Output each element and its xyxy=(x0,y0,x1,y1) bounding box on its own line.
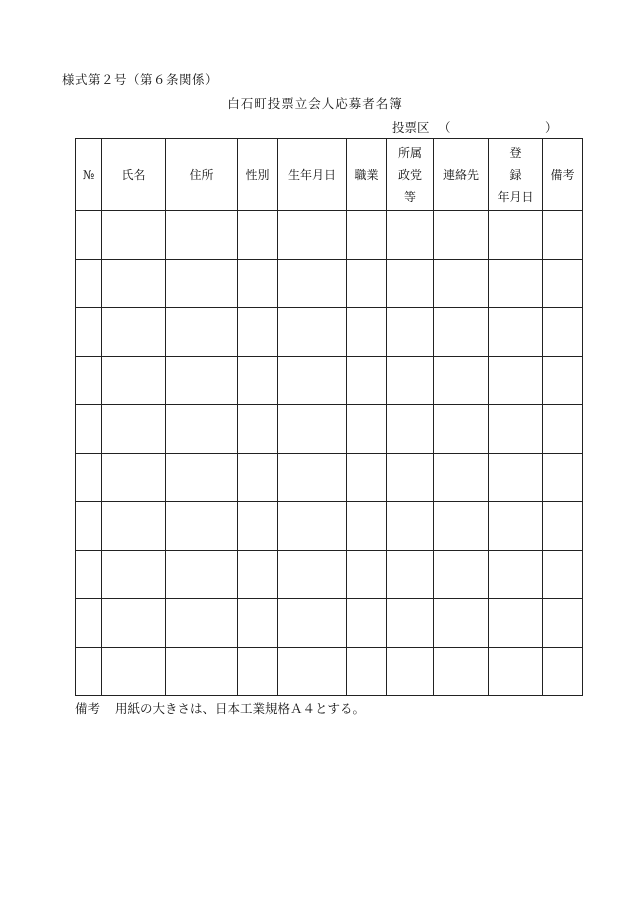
table-cell[interactable] xyxy=(347,502,387,551)
district-label: 投票区 xyxy=(392,120,430,135)
table-cell[interactable] xyxy=(489,647,543,696)
table-cell[interactable] xyxy=(489,356,543,405)
remark-note xyxy=(75,699,365,717)
polling-district xyxy=(392,118,558,136)
table-cell[interactable] xyxy=(434,550,489,599)
col-header-number: № xyxy=(76,139,102,211)
applicant-roster-table xyxy=(75,138,583,696)
table-cell[interactable] xyxy=(238,356,278,405)
table-cell[interactable] xyxy=(347,211,387,260)
table-cell[interactable] xyxy=(76,405,102,454)
table-cell[interactable] xyxy=(489,599,543,648)
table-cell[interactable] xyxy=(166,502,238,551)
table-row xyxy=(76,211,583,260)
table-cell[interactable] xyxy=(543,453,583,502)
table-cell[interactable] xyxy=(434,259,489,308)
table-cell[interactable] xyxy=(102,550,166,599)
table-cell[interactable] xyxy=(434,308,489,357)
table-cell[interactable] xyxy=(543,308,583,357)
table-row xyxy=(76,405,583,454)
table-cell[interactable] xyxy=(102,405,166,454)
table-cell[interactable] xyxy=(387,550,434,599)
table-cell[interactable] xyxy=(166,308,238,357)
table-cell[interactable] xyxy=(238,599,278,648)
table-cell[interactable] xyxy=(434,599,489,648)
table-row xyxy=(76,259,583,308)
table-cell[interactable] xyxy=(543,647,583,696)
table-cell[interactable] xyxy=(387,647,434,696)
table-cell[interactable] xyxy=(347,405,387,454)
table-cell[interactable] xyxy=(76,259,102,308)
table-cell[interactable] xyxy=(278,550,347,599)
table-cell[interactable] xyxy=(278,453,347,502)
table-cell[interactable] xyxy=(387,211,434,260)
table-cell[interactable] xyxy=(543,550,583,599)
table-cell[interactable] xyxy=(387,502,434,551)
table-row xyxy=(76,308,583,357)
col-header-birthdate: 生年月日 xyxy=(278,139,347,211)
table-cell[interactable] xyxy=(102,259,166,308)
table-cell[interactable] xyxy=(434,211,489,260)
table-cell[interactable] xyxy=(387,599,434,648)
table-cell[interactable] xyxy=(102,211,166,260)
table-cell[interactable] xyxy=(166,647,238,696)
table-cell[interactable] xyxy=(166,356,238,405)
table-cell[interactable] xyxy=(347,259,387,308)
header-row xyxy=(76,139,583,211)
table-row xyxy=(76,502,583,551)
table-cell[interactable] xyxy=(278,356,347,405)
table-cell[interactable] xyxy=(278,211,347,260)
col-header-gender: 性別 xyxy=(238,139,278,211)
table-cell[interactable] xyxy=(489,453,543,502)
table-cell[interactable] xyxy=(278,405,347,454)
table-cell[interactable] xyxy=(166,405,238,454)
table-cell[interactable] xyxy=(387,259,434,308)
table-cell[interactable] xyxy=(238,211,278,260)
table-cell[interactable] xyxy=(543,405,583,454)
table-cell[interactable] xyxy=(347,356,387,405)
table-cell[interactable] xyxy=(347,308,387,357)
table-row xyxy=(76,647,583,696)
district-open-paren: （ xyxy=(438,120,451,135)
table-row xyxy=(76,453,583,502)
table-cell[interactable] xyxy=(166,550,238,599)
table-row xyxy=(76,599,583,648)
table-cell[interactable] xyxy=(102,599,166,648)
table-cell[interactable] xyxy=(434,502,489,551)
table-cell[interactable] xyxy=(76,550,102,599)
table-cell[interactable] xyxy=(489,405,543,454)
table-cell[interactable] xyxy=(278,647,347,696)
col-header-address: 住所 xyxy=(166,139,238,211)
table-cell[interactable] xyxy=(434,647,489,696)
table-cell[interactable] xyxy=(238,550,278,599)
table-cell[interactable] xyxy=(543,259,583,308)
table-cell[interactable] xyxy=(166,259,238,308)
table-cell[interactable] xyxy=(166,453,238,502)
table-cell[interactable] xyxy=(489,308,543,357)
table-cell[interactable] xyxy=(347,550,387,599)
table-cell[interactable] xyxy=(278,259,347,308)
table-cell[interactable] xyxy=(434,356,489,405)
col-header-party: 所属 政党 等 xyxy=(387,139,434,211)
table-cell[interactable] xyxy=(76,356,102,405)
table-cell[interactable] xyxy=(489,211,543,260)
table-cell[interactable] xyxy=(543,502,583,551)
table-cell[interactable] xyxy=(347,599,387,648)
col-header-name: 氏名 xyxy=(102,139,166,211)
table-cell[interactable] xyxy=(238,405,278,454)
table-cell[interactable] xyxy=(102,308,166,357)
table-cell[interactable] xyxy=(76,599,102,648)
table-cell[interactable] xyxy=(278,502,347,551)
table-cell[interactable] xyxy=(238,647,278,696)
col-header-occupation: 職業 xyxy=(347,139,387,211)
table-cell[interactable] xyxy=(76,502,102,551)
table-cell[interactable] xyxy=(76,647,102,696)
roster-body xyxy=(76,211,583,696)
table-cell[interactable] xyxy=(347,647,387,696)
table-cell[interactable] xyxy=(278,599,347,648)
table-cell[interactable] xyxy=(102,356,166,405)
table-cell[interactable] xyxy=(238,502,278,551)
table-cell[interactable] xyxy=(543,211,583,260)
table-cell[interactable] xyxy=(102,453,166,502)
table-cell[interactable] xyxy=(434,453,489,502)
table-cell[interactable] xyxy=(489,259,543,308)
table-cell[interactable] xyxy=(347,453,387,502)
col-header-registration-date: 登録 年月日 xyxy=(489,139,543,211)
table-cell[interactable] xyxy=(102,647,166,696)
table-cell[interactable] xyxy=(238,453,278,502)
table-row xyxy=(76,550,583,599)
document-title: 白石町投票立会人応募者名簿 xyxy=(227,96,403,111)
col-header-contact: 連絡先 xyxy=(434,139,489,211)
table-cell[interactable] xyxy=(489,550,543,599)
table-cell[interactable] xyxy=(166,599,238,648)
table-cell[interactable] xyxy=(543,356,583,405)
form-number: 様式第２号（第６条関係） xyxy=(62,72,219,87)
col-header-remarks: 備考 xyxy=(543,139,583,211)
table-cell[interactable] xyxy=(387,405,434,454)
table-cell[interactable] xyxy=(76,453,102,502)
table-cell[interactable] xyxy=(166,211,238,260)
table-cell[interactable] xyxy=(102,502,166,551)
table-row xyxy=(76,356,583,405)
table-cell[interactable] xyxy=(434,405,489,454)
table-cell[interactable] xyxy=(387,453,434,502)
table-cell[interactable] xyxy=(278,308,347,357)
table-cell[interactable] xyxy=(238,259,278,308)
district-close-paren: ） xyxy=(545,120,558,135)
table-cell[interactable] xyxy=(387,356,434,405)
table-cell[interactable] xyxy=(543,599,583,648)
table-cell[interactable] xyxy=(76,308,102,357)
remark-text: 用紙の大きさは、日本工業規格Ａ４とする。 xyxy=(115,701,366,716)
table-cell[interactable] xyxy=(387,308,434,357)
table-cell[interactable] xyxy=(76,211,102,260)
table-cell[interactable] xyxy=(238,308,278,357)
remark-label: 備考 xyxy=(75,701,101,716)
table-cell[interactable] xyxy=(489,502,543,551)
